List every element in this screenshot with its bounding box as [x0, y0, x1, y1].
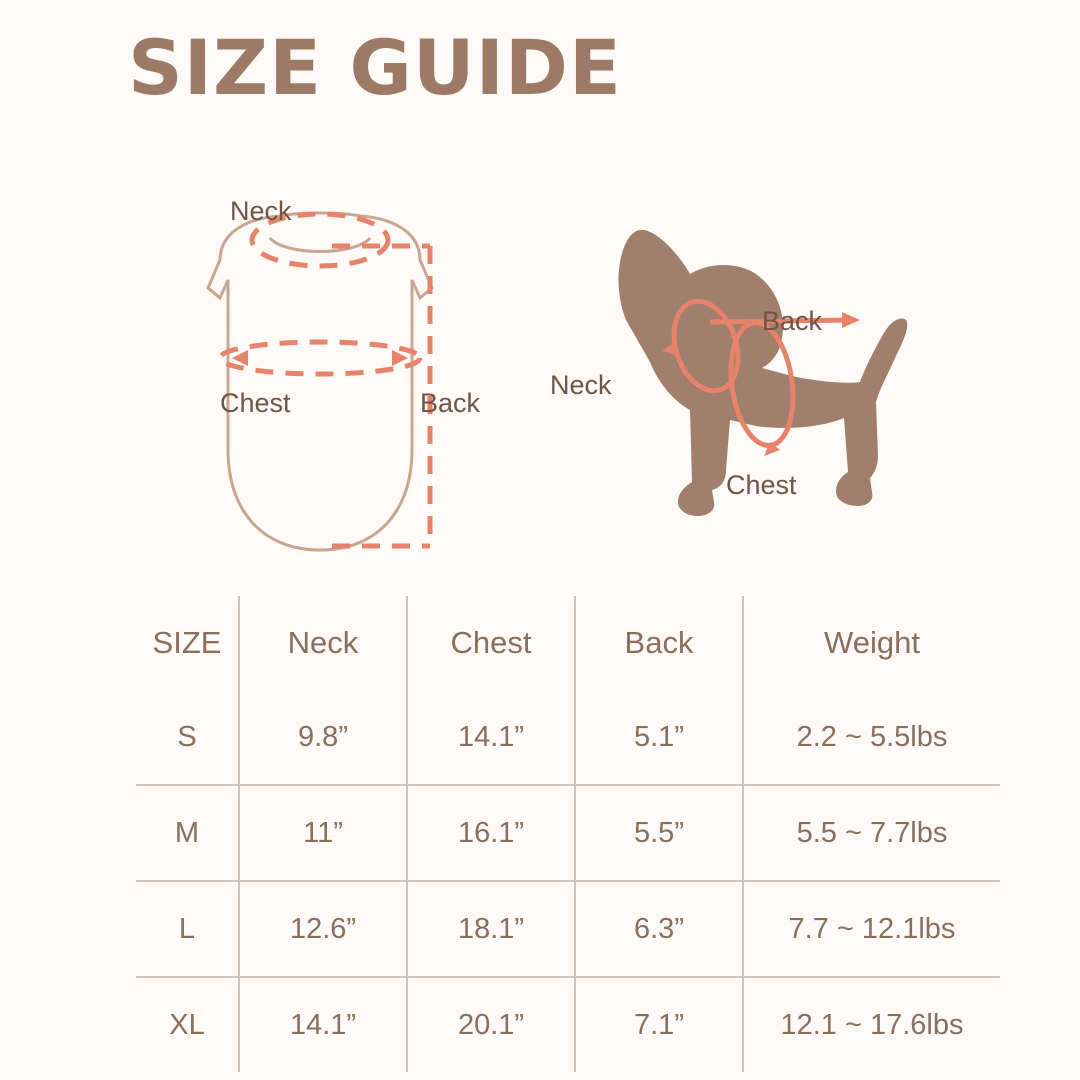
diagrams-section: [0, 160, 1080, 580]
cell-weight: 2.2 ~ 5.5lbs: [743, 690, 1000, 785]
dog-back-label: Back: [762, 306, 823, 336]
size-table: [136, 596, 1000, 1072]
table-row: [136, 977, 1000, 1072]
page-title: SIZE GUIDE: [128, 23, 622, 112]
chest-measure-line: [220, 342, 420, 374]
cell-chest: 16.1”: [407, 785, 575, 881]
garment-chest-label: Chest: [220, 388, 291, 418]
cell-neck: 12.6”: [239, 881, 407, 977]
cell-chest: 20.1”: [407, 977, 575, 1072]
column-header-back: Back: [575, 596, 743, 690]
cell-neck: 14.1”: [239, 977, 407, 1072]
garment-neck-label: Neck: [230, 196, 292, 226]
cell-chest: 14.1”: [407, 690, 575, 785]
garment-back-label: Back: [420, 388, 481, 418]
table-body: [136, 690, 1000, 1072]
column-header-neck: Neck: [239, 596, 407, 690]
cell-size: M: [136, 785, 239, 881]
cell-neck: 9.8”: [239, 690, 407, 785]
cell-chest: 18.1”: [407, 881, 575, 977]
column-header-chest: Chest: [407, 596, 575, 690]
dog-silhouette-diagram: [530, 170, 980, 570]
table-header-row: [136, 596, 1000, 690]
dog-neck-label: Neck: [550, 370, 612, 400]
cell-size: XL: [136, 977, 239, 1072]
table-header: [136, 596, 1000, 690]
cell-weight: 5.5 ~ 7.7lbs: [743, 785, 1000, 881]
table-row: [136, 881, 1000, 977]
table-row: [136, 690, 1000, 785]
dog-chest-label: Chest: [726, 470, 797, 500]
column-header-weight: Weight: [824, 625, 920, 660]
cell-back: 5.1”: [575, 690, 743, 785]
garment-svg: [120, 160, 520, 580]
column-header-size: SIZE: [136, 596, 239, 690]
cell-size: L: [136, 881, 239, 977]
size-table-wrapper: [136, 596, 992, 1072]
cell-weight: 12.1 ~ 17.6lbs: [780, 1008, 964, 1041]
cell-back: 6.3”: [575, 881, 743, 977]
garment-front-diagram: [120, 160, 520, 580]
cell-back: 5.5”: [575, 785, 743, 881]
cell-back: 7.1”: [575, 977, 743, 1072]
cell-size: S: [136, 690, 239, 785]
cell-neck: 11”: [239, 785, 407, 881]
cell-weight: 7.7 ~ 12.1lbs: [743, 881, 1000, 977]
table-row: [136, 785, 1000, 881]
